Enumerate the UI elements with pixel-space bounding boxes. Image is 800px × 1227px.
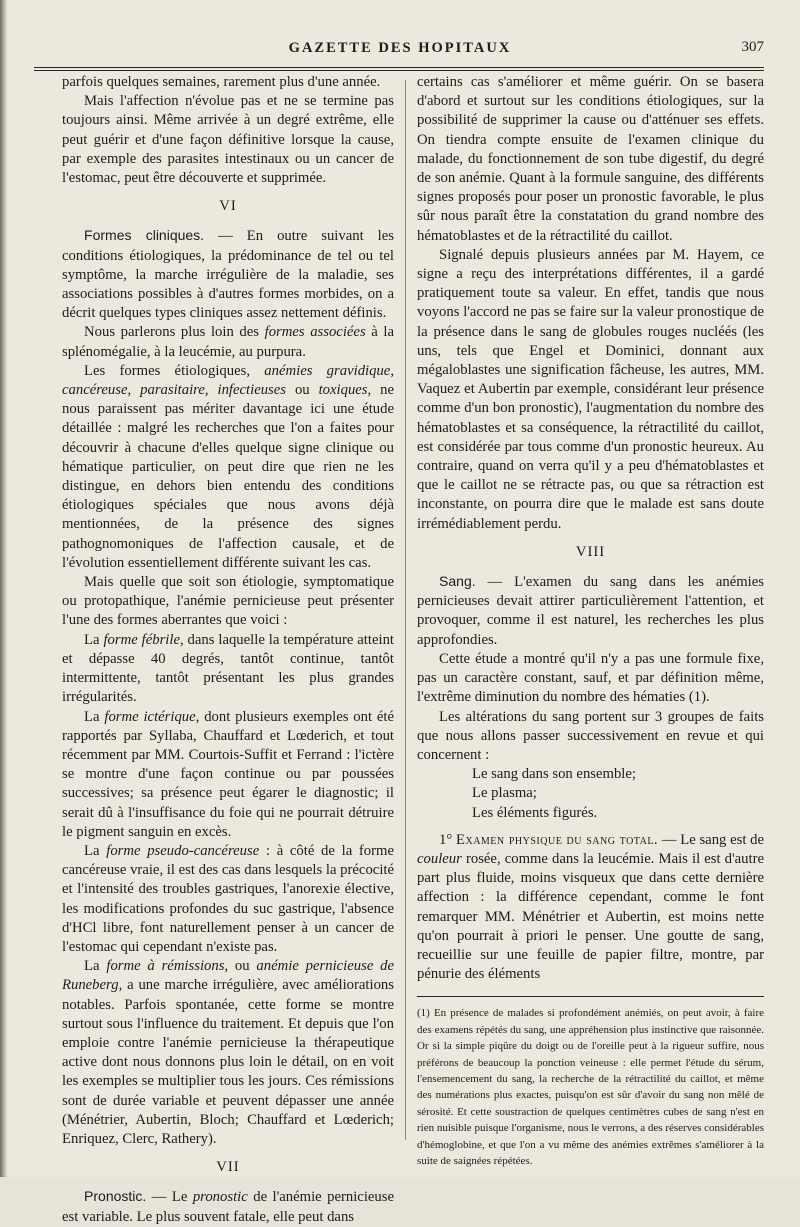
paragraph-alterations: Les altérations du sang portent sur 3 groupes de faits que nous allons passer successivement en revue et qui concernent : (417, 708, 764, 763)
paragraph-forme-remissions (62, 957, 394, 1149)
text-span: La (84, 631, 104, 648)
subsection-title-examen: Examen physique du sang total. (456, 831, 659, 848)
paragraph-forme-pseudo-cancereuse (62, 842, 394, 957)
text-span: — L'examen du sang dans les anémies pernicieuses devait attirer particulièrement l'attention, et provoquer, comme il est naturel, les recherches les plus approfondies. (417, 574, 764, 648)
subsection-title-sang: Sang. (439, 573, 476, 590)
text-span: , a une marche irrégulière, avec améliorations notables. Parfois spontanée, cette forme se montre surtout sous l'influence du traitement. Et depuis que l'on emploie contre l'anémie pernicieuse la thérapeutique active dont nous donnons plus loin le détail, on en voit les exemples se multiplier tous les jours. Ces rémissions sont de durée variable et peuvent dépasser une année (Ménétrier, Aubertin, Bloch; Chauffard et Lœderich; Enriquez, Clerc, Rathery). (62, 977, 394, 1147)
text-span: La (84, 842, 107, 859)
section-heading-vii: VII (216, 1159, 240, 1176)
paragraph-examen-physique (417, 831, 764, 985)
italic-term: forme pseudo-cancéreuse (106, 842, 260, 859)
italic-term: cancéreuse (62, 382, 128, 399)
paragraph-formes-cliniques (62, 226, 394, 323)
footnote-rule (417, 996, 764, 997)
paragraph-sang (417, 572, 764, 650)
text-span: , ou (224, 958, 257, 975)
text-span: : à côté de la forme cancéreuse vraie, il est des cas dans lesquels la précocité et l'intensité des troubles gastriques, l'anorexie élective, les modifications profondes du suc gastrique, l'absence d'HCl libre, font naturellement penser à un cancer de l'estomac qui cependant n'existe pas. (62, 842, 394, 955)
text-span: — En outre suivant les conditions étiologiques, la prédominance de tel ou tel symptôme, la marche irrégulière de la maladie, ses associations possibles à d'autres formes morbides, on a décrit quelques types cliniques assez nettement définis. (62, 228, 394, 322)
paragraph-evolution: Mais l'affection n'évolue pas et ne se termine pas toujours ainsi. Même arrivée à un degré extrême, elle peut guérir et d'une façon définitive lorsque la cause, par exemple des parasites intestinaux ou un cancer de l'estomac, peut être découverte et supprimée. (62, 93, 394, 187)
right-column (417, 73, 764, 1169)
list-item: Les éléments figurés. (472, 804, 598, 821)
paragraph-formes-associees (62, 323, 394, 361)
text-span: ou (286, 382, 319, 399)
text-span: — Le (146, 1189, 193, 1206)
italic-term: pronostic (192, 1189, 248, 1206)
paragraph-pronostic (62, 1187, 394, 1226)
section-heading-vi: VI (219, 198, 237, 215)
italic-term: toxiques (318, 382, 368, 399)
header-rule-thin (34, 70, 764, 71)
italic-term: infectieuses (217, 382, 287, 399)
text-span: , (127, 382, 141, 399)
text-span: de l'anémie pernicieuse est variable. Le plus souvent fatale, elle peut dans (62, 1189, 394, 1225)
italic-term: parasitaire (140, 382, 205, 399)
subsection-title-pronostic: Pronostic. (84, 1188, 147, 1205)
section-heading-viii: VIII (575, 543, 606, 560)
column-divider (405, 80, 406, 1140)
italic-term: formes associées (264, 324, 366, 341)
paragraph-continuation: parfois quelques semaines, rarement plus d'une année. (62, 74, 381, 90)
list-item: Le plasma; (472, 785, 537, 802)
page-binding-edge (0, 0, 7, 1177)
text-span: La (84, 708, 105, 725)
italic-term: anémies gravidique (264, 362, 391, 379)
text-span: rosée, comme dans la leucémie. Mais il est d'autre part plus fluide, moins visqueux que dans cette dernière affection : la différence cependant, comme le font remarquer MM. Ménétrier et Aubertin, est moins nette qu'on pourrait à priori le penser. Une goutte de sang, recueillie sur une feuille de papier filtre, montre, par pénurie des éléments (417, 850, 764, 983)
italic-term: forme à rémissions (106, 958, 225, 975)
left-column (62, 73, 394, 1227)
italic-term: anémie pernicieuse de Runeberg (62, 958, 395, 994)
paragraph-hayem-signe: Signalé depuis plusieurs années par M. Hayem, ce signe a reçu des interprétations différentes, il a gardé pratiquement toute sa valeur. En effet, tandis que nous voyons l'accord ne pas se faire sur la valeur pronostique de la présence dans le sang de globules rouges nucléés (les uns, tels que Engel et Dominici, donnant aux mégaloblastes une signification fâcheuse, les autres, MM. Vaquez et Aubertin par exemple, considérant leur présence comme d'un bon pronostic), l'augmentation du nombre des hématoblastes et sa conséquence, la rétractilité du caillot, est considérée par tous comme d'un pronostic heureux. Au contraire, quand on verra qu'il y a peu d'hématoblastes et que le caillot ne se rétracte pas, ou que sa rétraction est inconstante, on pourra dire que le malade est sans doute irrémédiablement perdu. (417, 246, 764, 532)
paragraph-formes-etiologiques (62, 362, 394, 573)
paragraph-forme-icterique (62, 708, 394, 842)
page-number: 307 (741, 39, 764, 55)
header-rule (34, 67, 764, 68)
text-span: , dont plusieurs exemples ont été rapportés par Syllaba, Chauffard et Lœderich, et tout récemment par MM. Courtois-Suffit et Ferrand : l'ictère se montre d'une façon continue ou par poussées successives; sa présence peut égarer le diagnostic; il serait dû à l'insuffisance du foie qui ne pourrait détruire le pigment sanguin en excès. (62, 708, 395, 840)
text-span: — Le sang est de (658, 831, 765, 848)
paragraph-pronostic-continued: certains cas s'améliorer et même guérir. On se basera d'abord et surtout sur les conditions étiologiques, sur la possibilité de supprimer la cause ou d'atténuer ses effets. On tiendra compte ensuite de l'examen clinique du malade, du fonctionnement de son tube digestif, du degré de son anémie. Quant à la formule sanguine, des différents signes proposés pour poser un pronostic favorable, le plus sûr nous paraît être la constatation du grand nombre des hématoblastes et de la rétractilité du caillot. (417, 74, 764, 244)
text-span: à la splénomégalie, à la leucémie, au purpura. (62, 324, 394, 360)
text-span: , ne nous paraissent pas mériter davantage ici une étude détaillée : malgré les recherches que l'on a faites pour découvrir à chacune d'elles quelque signe clinique ou hématique particulier, on peut dire que rien ne les distingue, en dehors bien entendu des conditions étiologiques spéciales que nous avons déjà mentionnées, de la présence des signes pathognomoniques de l'affection causale, et de l'évolution essentiellement différente suivant les cas. (62, 382, 395, 571)
footnote: (1) En présence de malades si profondément anémiés, on peut avoir, à faire des examens répétés du sang, une appréhension plus instinctive que raisonnée. Or si la simple piqûre du doigt ou de l'oreille peut à la rigueur suffire, nous préférons de beaucoup la ponction veineuse : elle permet l'étude du sérum, l'ensemencement du sang, la recherche de la rétractilité du caillot, et même des numérations plus exactes, puisqu'on est sûr d'avoir du sang non mêlé de sérosité. Et cette soustraction de quelques centimètres cubes de sang n'est en rien nuisible puisque l'organisme, nous le verrons, a des réserves considérables d'hémoglobine, et que l'on a vu même des anémies extrêmes s'améliorer à la suite de saignées répétées. (417, 1007, 764, 1167)
text-span: La (84, 958, 107, 975)
page-header (0, 40, 800, 62)
italic-term: forme ictérique (104, 708, 196, 725)
text-span: Les formes étiologiques, (84, 362, 265, 379)
paragraph-cette-etude: Cette étude a montré qu'il n'y a pas une formule fixe, pas un caractère constant, sauf, et par définition même, l'extrême diminution du nombre des hématies (1). (417, 650, 764, 706)
text-span: , dans laquelle la température atteint et dépasse 40 degrés, tantôt continue, tantôt intermittente, tantôt présentant les plus grandes irrégularités. (62, 631, 394, 706)
groups-list (417, 765, 764, 823)
text-span: 1° (439, 831, 456, 848)
italic-term: couleur (417, 850, 462, 867)
text-span: , (390, 362, 394, 379)
text-span: , (204, 382, 218, 399)
running-title: GAZETTE DES HOPITAUX (288, 40, 512, 56)
paragraph-forme-febrile (62, 631, 394, 708)
italic-term: forme fébrile (103, 631, 180, 648)
list-item: Le sang dans son ensemble; (472, 766, 636, 783)
text-span: Nous parlerons plus loin des (84, 324, 265, 341)
subsection-title-formes: Formes cliniques. (84, 227, 205, 244)
paragraph-formes-aberrantes: Mais quelle que soit son étiologie, symptomatique ou protopathique, l'anémie pernicieuse peut présenter l'une des formes aberrantes que voici : (62, 574, 394, 629)
